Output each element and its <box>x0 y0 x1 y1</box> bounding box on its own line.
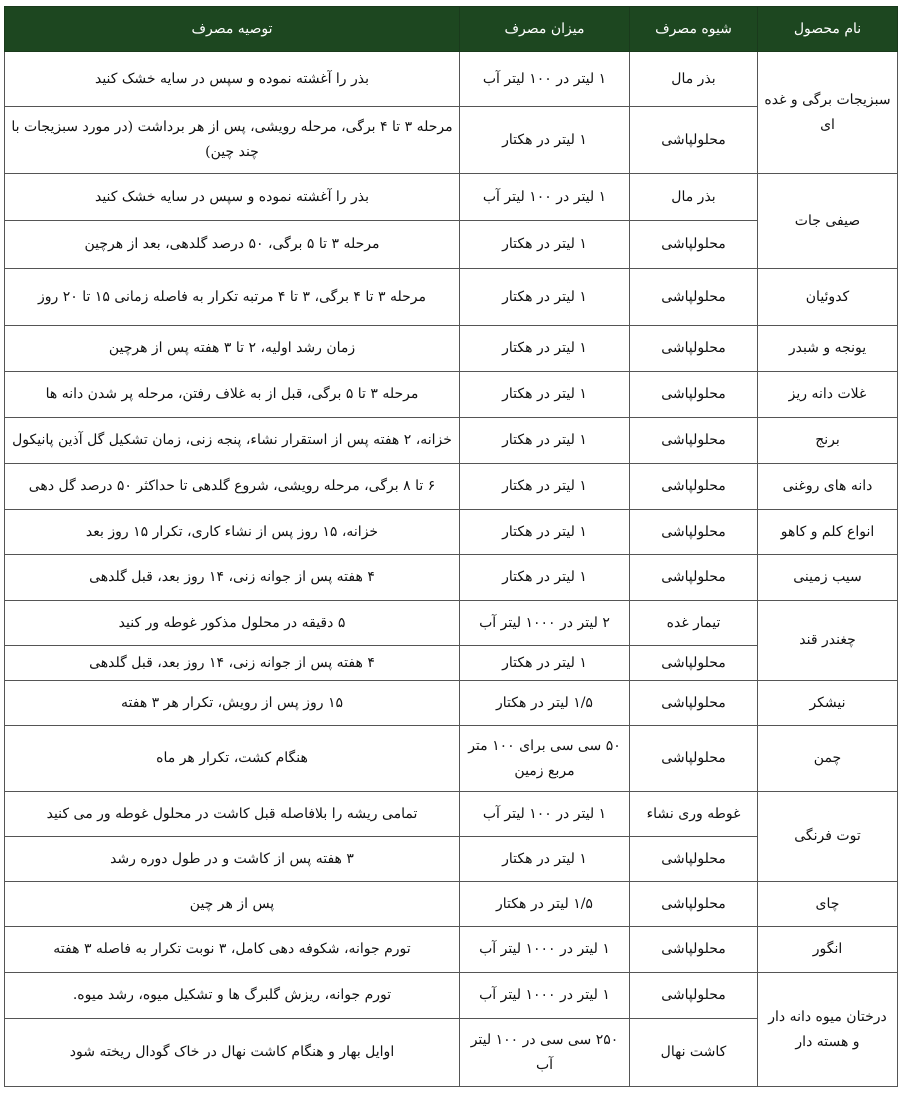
product-cell: درختان میوه دانه دار و هسته دار <box>758 973 898 1087</box>
method-cell: محلولپاشی <box>630 927 758 973</box>
rate-cell: ۱ لیتر در هکتار <box>460 464 630 510</box>
method-cell: محلولپاشی <box>630 646 758 681</box>
advice-cell: هنگام کشت، تکرار هر ماه <box>5 726 460 792</box>
method-cell: محلولپاشی <box>630 681 758 726</box>
product-cell: نیشکر <box>758 681 898 726</box>
method-cell: تیمار غده <box>630 601 758 646</box>
table-row <box>5 555 898 601</box>
advice-cell: مرحله ۳ تا ۴ برگی، مرحله رویشی، پس از هر برداشت (در مورد سبزیجات با چند چین) <box>5 107 460 174</box>
product-cell: دانه های روغنی <box>758 464 898 510</box>
table-row <box>5 464 898 510</box>
method-cell: محلولپاشی <box>630 326 758 372</box>
header-method: شیوه مصرف <box>630 7 758 52</box>
rate-cell: ۲۵۰ سی سی در ۱۰۰ لیتر آب <box>460 1019 630 1087</box>
advice-cell: خزانه، ۱۵ روز پس از نشاء کاری، تکرار ۱۵ روز بعد <box>5 510 460 555</box>
method-cell: محلولپاشی <box>630 464 758 510</box>
advice-cell: مرحله ۳ تا ۴ برگی، ۳ تا ۴ مرتبه تکرار به فاصله زمانی ۱۵ تا ۲۰ روز <box>5 269 460 326</box>
header-row <box>5 7 898 52</box>
product-cell: سیب زمینی <box>758 555 898 601</box>
rate-cell: ۱ لیتر در هکتار <box>460 418 630 464</box>
product-cell: انواع کلم و کاهو <box>758 510 898 555</box>
advice-cell: پس از هر چین <box>5 882 460 927</box>
rate-cell: ۱ لیتر در هکتار <box>460 372 630 418</box>
table-row <box>5 973 898 1019</box>
table-row <box>5 882 898 927</box>
table-row <box>5 927 898 973</box>
table-row <box>5 601 898 646</box>
table-row <box>5 418 898 464</box>
table-row <box>5 174 898 221</box>
table-row <box>5 269 898 326</box>
method-cell: بذر مال <box>630 174 758 221</box>
product-cell: صیفی جات <box>758 174 898 269</box>
rate-cell: ۱ لیتر در ۱۰۰۰ لیتر آب <box>460 927 630 973</box>
advice-cell: ۳ هفته پس از کاشت و در طول دوره رشد <box>5 837 460 882</box>
advice-cell: بذر را آغشته نموده و سپس در سایه خشک کنید <box>5 52 460 107</box>
method-cell: محلولپاشی <box>630 269 758 326</box>
advice-cell: ۱۵ روز پس از رویش، تکرار هر ۳ هفته <box>5 681 460 726</box>
method-cell: محلولپاشی <box>630 372 758 418</box>
advice-cell: بذر را آغشته نموده و سپس در سایه خشک کنید <box>5 174 460 221</box>
advice-cell: تمامی ریشه را بلافاصله قبل کاشت در محلول غوطه ور می کنید <box>5 792 460 837</box>
method-cell: کاشت نهال <box>630 1019 758 1087</box>
header-rate: میزان مصرف <box>460 7 630 52</box>
product-cell: برنج <box>758 418 898 464</box>
advice-cell: ۴ هفته پس از جوانه زنی، ۱۴ روز بعد، قبل گلدهی <box>5 646 460 681</box>
advice-cell: تورم جوانه، شکوفه دهی کامل، ۳ نوبت تکرار به فاصله ۳ هفته <box>5 927 460 973</box>
rate-cell: ۱ لیتر در ۱۰۰ لیتر آب <box>460 52 630 107</box>
rate-cell: ۱ لیتر در هکتار <box>460 646 630 681</box>
rate-cell: ۱/۵ لیتر در هکتار <box>460 681 630 726</box>
product-cell: توت فرنگی <box>758 792 898 882</box>
rate-cell: ۱ لیتر در هکتار <box>460 107 630 174</box>
advice-cell: خزانه، ۲ هفته پس از استقرار نشاء، پنجه زنی، زمان تشکیل گل آذین پانیکول <box>5 418 460 464</box>
rate-cell: ۱ لیتر در ۱۰۰ لیتر آب <box>460 174 630 221</box>
rate-cell: ۱ لیتر در هکتار <box>460 555 630 601</box>
method-cell: محلولپاشی <box>630 837 758 882</box>
method-cell: محلولپاشی <box>630 418 758 464</box>
rate-cell: ۱/۵ لیتر در هکتار <box>460 882 630 927</box>
table-row <box>5 326 898 372</box>
product-cell: چغندر قند <box>758 601 898 681</box>
method-cell: محلولپاشی <box>630 555 758 601</box>
rate-cell: ۱ لیتر در ۱۰۰ لیتر آب <box>460 792 630 837</box>
method-cell: بذر مال <box>630 52 758 107</box>
header-product: نام محصول <box>758 7 898 52</box>
advice-cell: مرحله ۳ تا ۵ برگی، قبل از به غلاف رفتن، مرحله پر شدن دانه ها <box>5 372 460 418</box>
method-cell: محلولپاشی <box>630 107 758 174</box>
product-cell: یونجه و شبدر <box>758 326 898 372</box>
method-cell: محلولپاشی <box>630 882 758 927</box>
advice-cell: زمان رشد اولیه، ۲ تا ۳ هفته پس از هرچین <box>5 326 460 372</box>
table-row <box>5 510 898 555</box>
method-cell: محلولپاشی <box>630 510 758 555</box>
table-body <box>5 52 898 1087</box>
rate-cell: ۱ لیتر در هکتار <box>460 837 630 882</box>
rate-cell: ۱ لیتر در هکتار <box>460 221 630 269</box>
method-cell: محلولپاشی <box>630 973 758 1019</box>
table-row <box>5 726 898 792</box>
method-cell: غوطه وری نشاء <box>630 792 758 837</box>
table-row <box>5 792 898 837</box>
rate-cell: ۱ لیتر در هکتار <box>460 510 630 555</box>
product-cell: چمن <box>758 726 898 792</box>
advice-cell: ۶ تا ۸ برگی، مرحله رویشی، شروع گلدهی تا حداکثر ۵۰ درصد گل دهی <box>5 464 460 510</box>
table-row <box>5 52 898 107</box>
table-row <box>5 372 898 418</box>
header-advice: توصیه مصرف <box>5 7 460 52</box>
method-cell: محلولپاشی <box>630 726 758 792</box>
product-cell: غلات دانه ریز <box>758 372 898 418</box>
rate-cell: ۱ لیتر در هکتار <box>460 326 630 372</box>
table-row <box>5 681 898 726</box>
advice-cell: تورم جوانه، ریزش گلبرگ ها و تشکیل میوه، رشد میوه. <box>5 973 460 1019</box>
rate-cell: ۲ لیتر در ۱۰۰۰ لیتر آب <box>460 601 630 646</box>
advice-cell: مرحله ۳ تا ۵ برگی، ۵۰ درصد گلدهی، بعد از هرچین <box>5 221 460 269</box>
rate-cell: ۵۰ سی سی برای ۱۰۰ متر مربع زمین <box>460 726 630 792</box>
method-cell: محلولپاشی <box>630 221 758 269</box>
advice-cell: ۵ دقیقه در محلول مذکور غوطه ور کنید <box>5 601 460 646</box>
product-cell: چای <box>758 882 898 927</box>
table-container <box>4 6 898 1087</box>
product-cell: کدوئیان <box>758 269 898 326</box>
rate-cell: ۱ لیتر در ۱۰۰۰ لیتر آب <box>460 973 630 1019</box>
advice-cell: ۴ هفته پس از جوانه زنی، ۱۴ روز بعد، قبل گلدهی <box>5 555 460 601</box>
advice-cell: اوایل بهار و هنگام کاشت نهال در خاک گودال ریخته شود <box>5 1019 460 1087</box>
rate-cell: ۱ لیتر در هکتار <box>460 269 630 326</box>
product-cell: سبزیجات برگی و غده ای <box>758 52 898 174</box>
usage-table <box>4 6 898 1087</box>
product-cell: انگور <box>758 927 898 973</box>
